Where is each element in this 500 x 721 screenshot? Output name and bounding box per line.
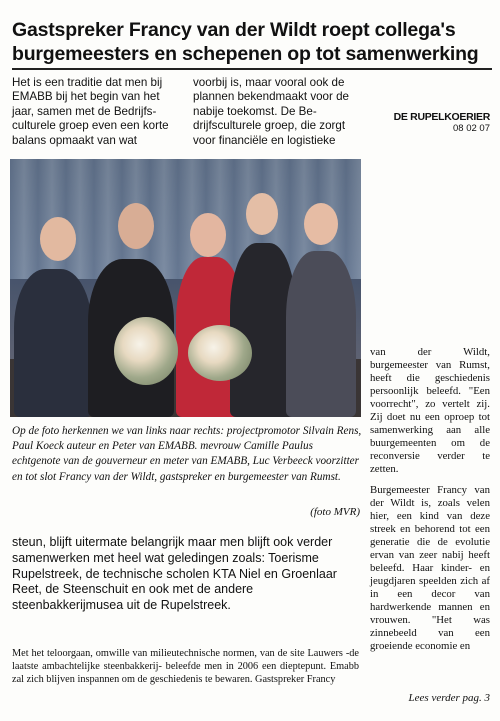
flower-bouquet-1 bbox=[114, 317, 178, 385]
photo-credit: (foto MVR) bbox=[310, 506, 360, 518]
newspaper-name: DE RUPELKOERIER bbox=[393, 111, 490, 123]
right-column bbox=[370, 346, 490, 661]
publication-date: 08 02 07 bbox=[453, 123, 490, 134]
right-paragraph-2: Burgemeester Francy van der Wildt is, zoals velen hier, een kind van deze streek en behorend tot een generatie die de evolutie ervan van zeer nabij heeft beleefd. Haar kinder- en jeugdjaren speelden zich af in een decor van hardwerkende mannen en vrouwen. "Het was zinnebeeld van een groeiende economie en bbox=[370, 484, 490, 652]
group-photo bbox=[10, 159, 361, 417]
person-3-head bbox=[190, 213, 226, 257]
headline-rule bbox=[12, 68, 492, 70]
person-1 bbox=[14, 269, 92, 417]
continued-link: Lees verder pag. 3 bbox=[408, 692, 490, 704]
flower-bouquet-2 bbox=[188, 325, 252, 381]
person-5-head bbox=[304, 203, 338, 245]
right-paragraph-1: van der Wildt, burgemeester van Rumst, heeft die geschiedenis persoonlijk beleefd. "Een voorrecht", zo vertelt zij. Zij doet nu een oproep tot samenwerking aan alle buurgemeenten om de reconversie verder te zetten. bbox=[370, 346, 490, 475]
body-column-sans: steun, blijft uitermate belangrijk maar men blijft ook verder samenwerken met heel wat geledingen zoals: Toerisme Rupelstreek, de technische scholen KTA Niel en Groenlaar Reet, de Steenschuit en ook met de andere steenbakkerijmusea uit de Rupelstreek. bbox=[12, 535, 337, 613]
body-column-serif: Met het teloorgaan, omwille van milieutechnische normen, van de site Lauwers -de laatste ambachtelijke steenbakkerij- beleefde men in 2006 een dieptepunt. Emabb zal zich blijven inspannen om de geschiedenis te bewaren. Gastspreker Francy bbox=[12, 648, 359, 685]
photo-caption: Op de foto herkennen we van links naar rechts: projectpromotor Silvain Rens, Paul Koeck auteur en Peter van EMABB. mevrouw Camille Paulus echtgenote van de gouverneur en meter van EMABB, Luc Verbeeck voorzitter en tot slot Francy van der Wildt, gastspreker en burgemeester van Rumst. bbox=[12, 425, 362, 483]
person-2-head bbox=[118, 203, 154, 249]
person-5 bbox=[286, 251, 356, 417]
intro-column-2: voorbij is, maar vooral ook de plannen bekendmaakt voor de nabije toekomst. De Be-drijfsculturele groep, die zorgt voor financiële en logistieke bbox=[193, 76, 349, 147]
article-headline: Gastspreker Francy van der Wildt roept collega's burgemeesters en schepenen op tot samenwerking bbox=[12, 19, 479, 65]
intro-column-1: Het is een traditie dat men bij EMABB bij het begin van het jaar, samen met de Bedrijfs-culturele groep even een korte balans opmaakt van wat bbox=[12, 76, 169, 147]
person-1-head bbox=[40, 217, 76, 261]
person-4-head bbox=[246, 193, 278, 235]
